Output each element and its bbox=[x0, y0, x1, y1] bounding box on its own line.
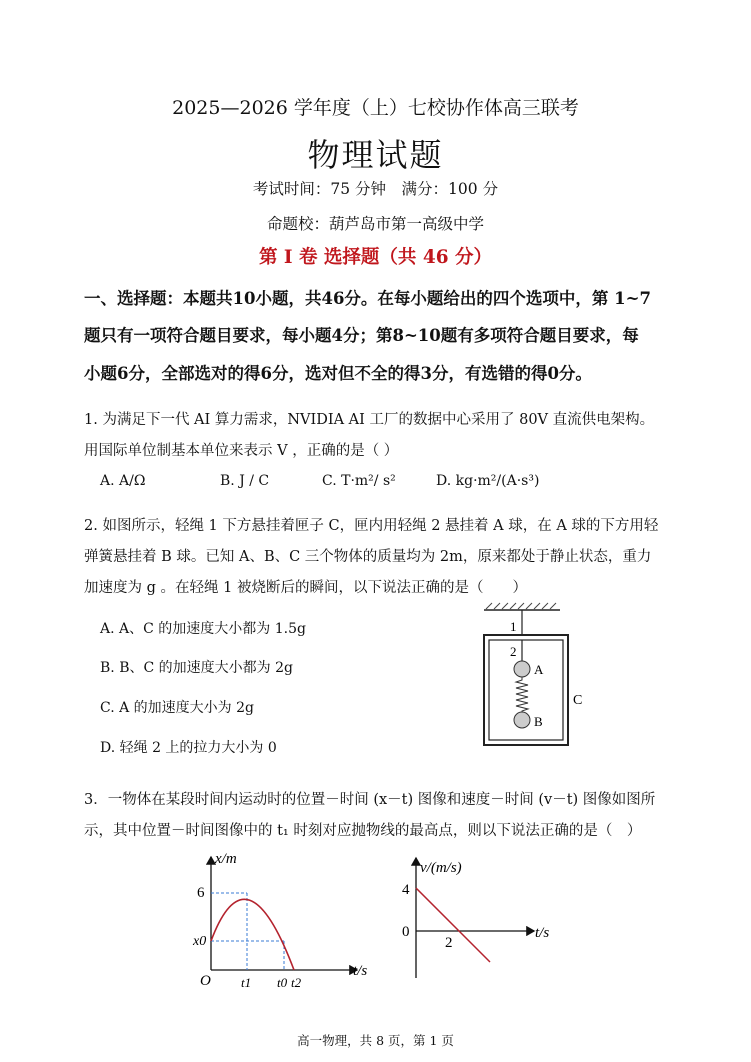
xt-ytick-6: 6 bbox=[197, 885, 205, 901]
q1-option-d[interactable]: D. kg·m²/(A·s³) bbox=[436, 473, 540, 489]
rope-1-label: 1 bbox=[510, 619, 517, 634]
q1-stem-line-1: 1. 为满足下一代 AI 算力需求，NVIDIA AI 工厂的数据中心采用了 80V 直流供电架构。 bbox=[84, 412, 655, 428]
section-title: 第 I 卷 选择题（共 46 分） bbox=[258, 247, 493, 268]
vt-xlabel: t/s bbox=[535, 925, 550, 941]
xt-ytick-x0: x0 bbox=[193, 934, 207, 949]
spring bbox=[516, 677, 528, 713]
q2-stem-line-2: 弹簧悬挂着 B 球。已知 A、B、C 三个物体的质量均为 2m，原来都处于静止状态，重力 bbox=[84, 549, 652, 565]
vt-ytick-4: 4 bbox=[402, 882, 410, 898]
vt-chart bbox=[392, 850, 562, 985]
ball-a-label: A bbox=[534, 662, 544, 677]
q2-option-a[interactable]: A. A、C 的加速度大小都为 1.5g bbox=[100, 621, 306, 637]
instructions-line-1: 一、选择题：本题共10小题，共46分。在每小题给出的四个选项中，第 1~7 bbox=[84, 289, 651, 308]
ball-b-label: B bbox=[534, 714, 543, 729]
xt-ylabel: x/m bbox=[215, 851, 237, 867]
q2-option-b[interactable]: B. B、C 的加速度大小都为 2g bbox=[100, 660, 293, 676]
q2-stem-line-1: 2. 如图所示，轻绳 1 下方悬挂着匣子 C，匣内用轻绳 2 悬挂着 A 球，在 A 球的下方用轻 bbox=[84, 518, 659, 534]
xt-xtick-t0: t0 bbox=[277, 975, 288, 990]
rope-2-label: 2 bbox=[510, 644, 517, 659]
q1-option-c[interactable]: C. T·m²/ s² bbox=[322, 473, 396, 489]
exam-title-line: 2025—2026 学年度（上）七校协作体高三联考 bbox=[172, 97, 579, 119]
instructions-line-2: 题只有一项符合题目要求，每小题4分；第8~10题有多项符合题目要求，每 bbox=[84, 326, 639, 345]
xt-chart bbox=[185, 845, 385, 995]
vt-xtick-2: 2 bbox=[445, 935, 453, 951]
q1-option-a[interactable]: A. A/Ω bbox=[100, 473, 146, 489]
exam-time-info: 考试时间：75 分钟 满分：100 分 bbox=[252, 180, 499, 198]
q1-stem-line-2: 用国际单位制基本单位来表示 V ，正确的是（ ） bbox=[84, 443, 399, 459]
vt-ylabel: v/(m/s) bbox=[420, 860, 462, 876]
q1-option-b[interactable]: B. J / C bbox=[220, 473, 270, 489]
page-title: 物理试题 bbox=[307, 136, 444, 174]
vt-ytick-0: 0 bbox=[402, 924, 410, 940]
q3-stem-line-2: 示，其中位置－时间图像中的 t₁ 时刻对应抛物线的最高点，则以下说法正确的是（ ） bbox=[84, 823, 642, 839]
instructions-line-3: 小题6分，全部选对的得6分，选对但不全的得3分，有选错的得0分。 bbox=[84, 364, 592, 383]
ball-a bbox=[514, 661, 530, 677]
q2-stem-line-3: 加速度为 g 。在轻绳 1 被烧断后的瞬间，以下说法正确的是（ ） bbox=[84, 580, 527, 596]
xt-xlabel: t/s bbox=[353, 963, 368, 979]
vt-line bbox=[416, 888, 490, 962]
exam-school-info: 命题校：葫芦岛市第一高级中学 bbox=[266, 215, 484, 233]
q2-option-d[interactable]: D. 轻绳 2 上的拉力大小为 0 bbox=[100, 740, 277, 756]
q2-option-c[interactable]: C. A 的加速度大小为 2g bbox=[100, 700, 254, 716]
q3-stem-line-1: 3．一物体在某段时间内运动时的位置－时间 (x－t) 图像和速度－时间 (v－t) 图像如图所 bbox=[84, 792, 656, 808]
xt-xtick-t2: t2 bbox=[291, 975, 302, 990]
box-c-label: C bbox=[573, 693, 583, 708]
xt-curve bbox=[211, 899, 294, 970]
ball-b bbox=[514, 712, 530, 728]
q2-figure bbox=[470, 600, 600, 760]
page-footer: 高一物理，共 8 页，第 1 页 bbox=[297, 1033, 454, 1048]
xt-origin: O bbox=[200, 973, 211, 989]
xt-xtick-t1: t1 bbox=[241, 975, 252, 990]
